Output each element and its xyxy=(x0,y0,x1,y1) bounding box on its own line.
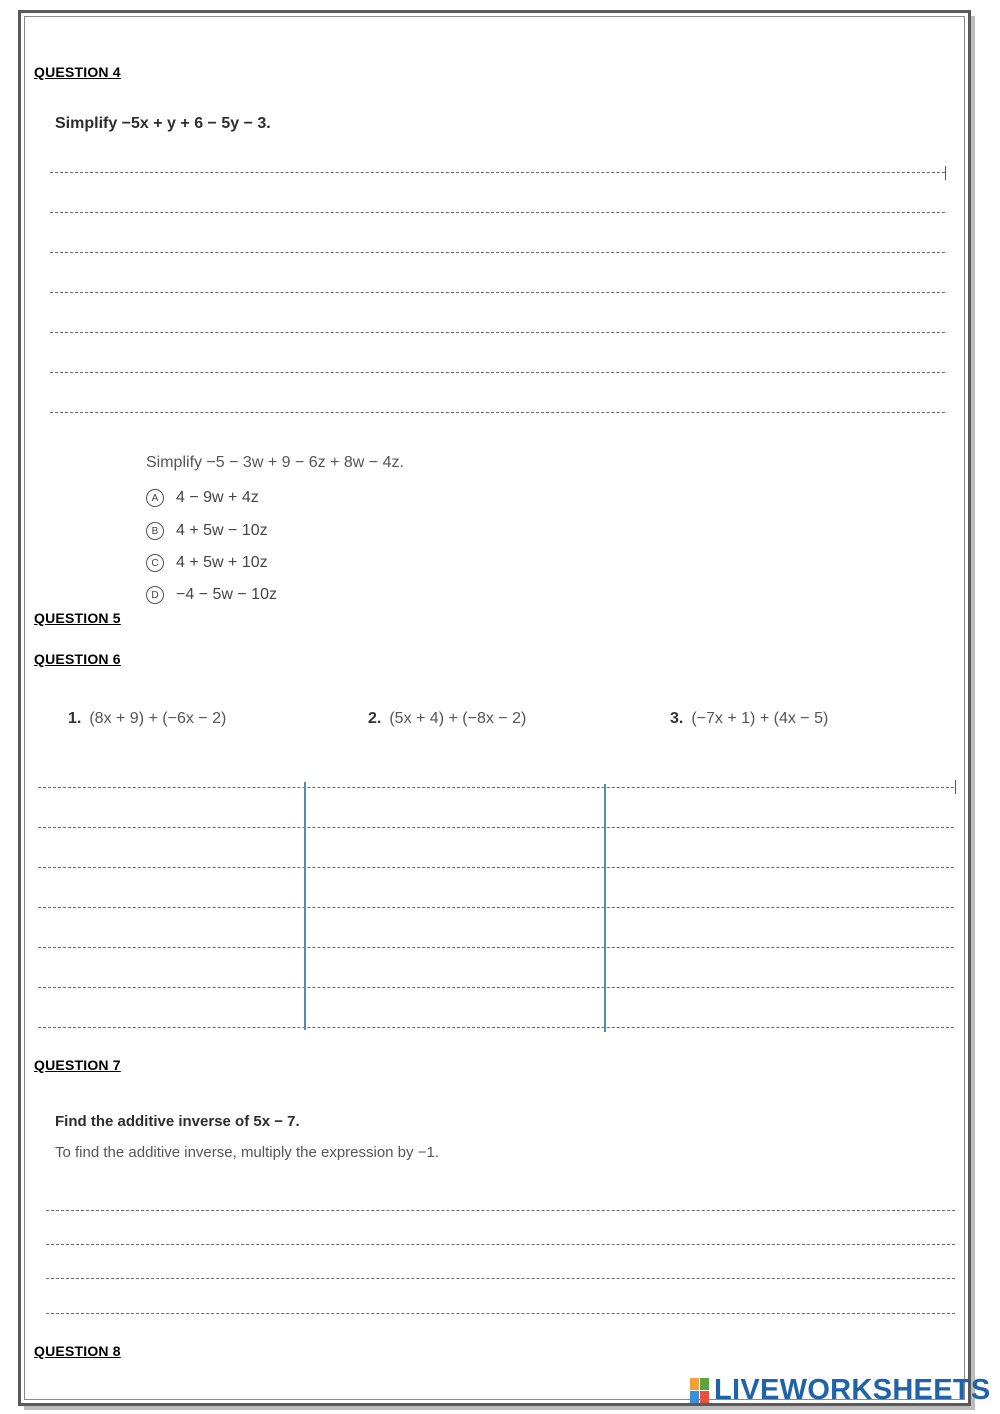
question-7-heading: QUESTION 7 xyxy=(34,1057,121,1073)
q6-answer-line-5 xyxy=(38,947,954,948)
question-4-prompt: Simplify −5x + y + 6 − 5y − 3. xyxy=(55,115,271,132)
problem-1 xyxy=(68,710,226,728)
q6-answer-line-3 xyxy=(38,867,954,868)
column-divider-2 xyxy=(604,784,606,1032)
option-c[interactable] xyxy=(146,554,268,572)
problem-2-number: 2. xyxy=(368,710,382,727)
page-border-inner xyxy=(24,16,965,1400)
q6-answer-line-6 xyxy=(38,987,954,988)
problem-3-expression: (−7x + 1) + (4x − 5) xyxy=(691,710,829,727)
q4-answer-line-2 xyxy=(50,212,945,213)
question-4-mc-prompt: Simplify −5 − 3w + 9 − 6z + 8w − 4z. xyxy=(146,454,404,471)
liveworksheets-logo-text: LIVEWORKSHEETS xyxy=(714,1374,991,1406)
option-d-circle-icon: D xyxy=(146,586,164,604)
line-end-tick-1 xyxy=(945,166,946,180)
liveworksheets-logo xyxy=(690,1374,991,1407)
problem-3-number: 3. xyxy=(670,710,684,727)
q7-answer-line-1 xyxy=(46,1210,955,1211)
option-a-text: 4 − 9w + 4z xyxy=(176,489,259,506)
liveworksheets-logo-icon xyxy=(690,1378,710,1404)
q7-answer-line-4 xyxy=(46,1313,955,1314)
q4-answer-line-3 xyxy=(50,252,945,253)
option-b-circle-icon: B xyxy=(146,522,164,540)
q6-answer-line-7 xyxy=(38,1027,954,1028)
option-c-text: 4 + 5w + 10z xyxy=(176,554,268,571)
q7-answer-line-3 xyxy=(46,1278,955,1279)
option-c-circle-icon: C xyxy=(146,554,164,572)
q6-answer-line-1 xyxy=(38,787,954,788)
option-a-circle-icon: A xyxy=(146,489,164,507)
question-4-heading: QUESTION 4 xyxy=(34,64,121,80)
question-7-hint: To find the additive inverse, multiply the expression by −1. xyxy=(55,1144,439,1161)
q4-answer-line-7 xyxy=(50,412,945,413)
option-b-text: 4 + 5w − 10z xyxy=(176,522,268,539)
option-d[interactable] xyxy=(146,586,277,604)
question-8-heading: QUESTION 8 xyxy=(34,1343,121,1359)
problem-1-number: 1. xyxy=(68,710,82,727)
question-7-prompt: Find the additive inverse of 5x − 7. xyxy=(55,1113,300,1130)
q4-answer-line-6 xyxy=(50,372,945,373)
q4-answer-line-5 xyxy=(50,332,945,333)
page-shadow-right xyxy=(971,16,975,1408)
problem-2 xyxy=(368,710,526,728)
problem-3 xyxy=(670,710,828,728)
problem-2-expression: (5x + 4) + (−8x − 2) xyxy=(389,710,527,727)
column-divider-1 xyxy=(304,782,306,1030)
option-d-text: −4 − 5w − 10z xyxy=(176,586,277,603)
q4-answer-line-4 xyxy=(50,292,945,293)
q6-answer-line-2 xyxy=(38,827,954,828)
question-6-heading: QUESTION 6 xyxy=(34,651,121,667)
option-a[interactable] xyxy=(146,489,259,507)
option-b[interactable] xyxy=(146,522,268,540)
q6-answer-line-4 xyxy=(38,907,954,908)
line-end-tick-2 xyxy=(955,780,956,794)
problem-1-expression: (8x + 9) + (−6x − 2) xyxy=(89,710,227,727)
question-5-heading: QUESTION 5 xyxy=(34,610,121,626)
q4-answer-line-1 xyxy=(50,172,945,173)
q7-answer-line-2 xyxy=(46,1244,955,1245)
